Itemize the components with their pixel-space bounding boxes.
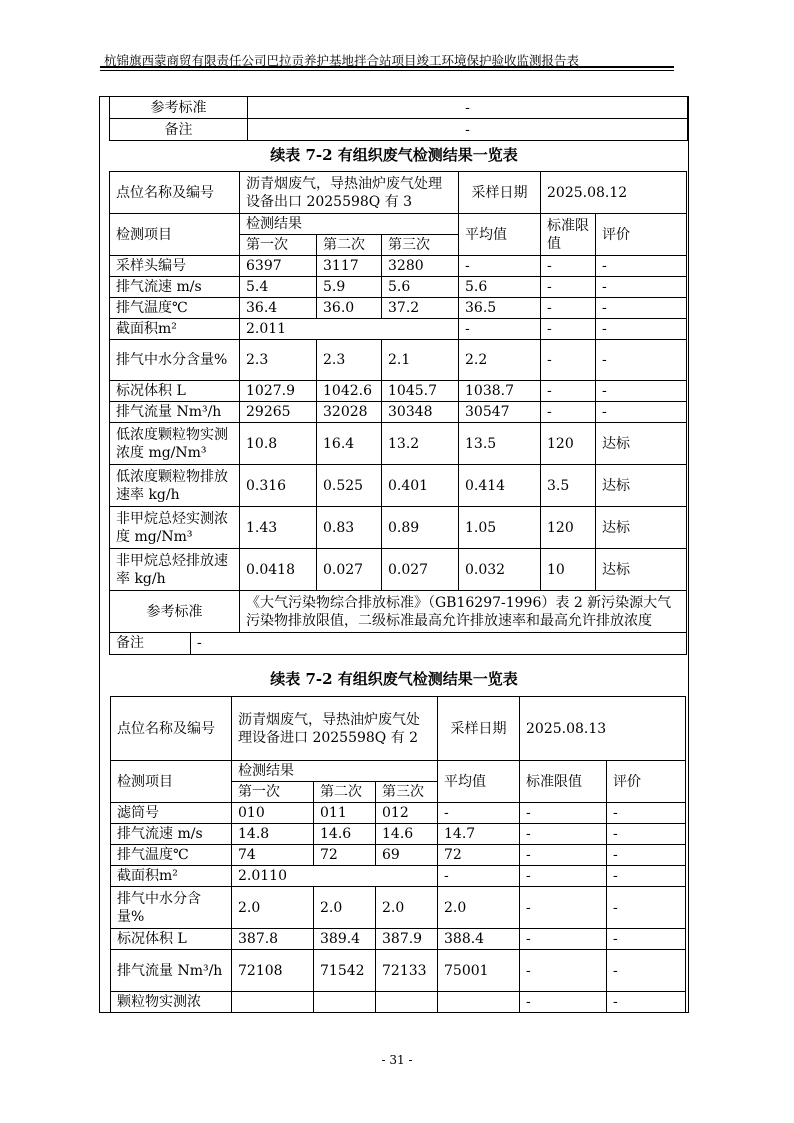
row-label: 低浓度颗粒物实测浓度 mg/Nm³ [110, 423, 240, 465]
eval-value: - [596, 319, 687, 340]
result-header: 检测结果 [232, 761, 438, 782]
avg-value: 1038.7 [459, 381, 541, 402]
run-2-value: 011 [314, 803, 376, 824]
point-value: 沥青烟废气，导热油炉废气处理设备出口 2025598Q 有 3 [240, 172, 459, 214]
avg-value: 0.414 [459, 465, 541, 507]
run-3-value: 1045.7 [382, 381, 459, 402]
limit-value: - [520, 824, 607, 845]
eval-value: - [596, 298, 687, 319]
run-1-value: 0.0418 [240, 549, 317, 591]
row-label: 颗粒物实测浓 [111, 992, 232, 1013]
run-3-value: 3280 [382, 256, 459, 277]
eval-value: - [596, 402, 687, 423]
run-1-value [232, 992, 314, 1013]
eval-value: - [596, 277, 687, 298]
run-1-value: 2.3 [240, 340, 317, 381]
run-3-value: 5.6 [382, 277, 459, 298]
date-value: 2025.08.12 [541, 172, 687, 214]
eval-value: - [607, 887, 686, 929]
run-1-value: 72108 [232, 950, 314, 992]
run-2-value: 36.0 [317, 298, 382, 319]
run-2-value: 16.4 [317, 423, 382, 465]
run-2-value: 0.027 [317, 549, 382, 591]
ref-standard-label: 参考标准 [110, 97, 248, 119]
avg-value: 2.0 [438, 887, 520, 929]
run-3-value: 30348 [382, 402, 459, 423]
item-header: 检测项目 [110, 214, 240, 256]
date-label: 采样日期 [438, 697, 520, 761]
run-3-value [376, 992, 438, 1013]
avg-value: - [459, 319, 541, 340]
table1-caption: 续表 7-2 有组织废气检测结果一览表 [270, 146, 518, 164]
table2 [110, 696, 686, 1013]
avg-value: 14.7 [438, 824, 520, 845]
row-label: 排气流速 m/s [111, 824, 232, 845]
run-1-value: 010 [232, 803, 314, 824]
ref-standard-value: - [248, 97, 688, 119]
run-1-value: 74 [232, 845, 314, 866]
run-3-value: 0.89 [382, 507, 459, 549]
avg-value: 0.032 [459, 549, 541, 591]
run-1-value: 1.43 [240, 507, 317, 549]
page-number: - 31 - [381, 1053, 413, 1067]
eval-value: - [607, 824, 686, 845]
avg-value: - [459, 256, 541, 277]
point-value: 沥青烟废气，导热油炉废气处理设备进口 2025598Q 有 2 [232, 697, 438, 761]
run-3-value: 2.1 [382, 340, 459, 381]
previous-table-fragment [109, 96, 688, 141]
run-1-value: 29265 [240, 402, 317, 423]
limit-value: - [541, 402, 596, 423]
run-3-value: 012 [376, 803, 438, 824]
run-3-header: 第三次 [382, 235, 459, 256]
limit-value: - [541, 381, 596, 402]
run-1-value: 5.4 [240, 277, 317, 298]
run-3-value: 72133 [376, 950, 438, 992]
run-2-header: 第二次 [314, 782, 376, 803]
eval-value: - [607, 950, 686, 992]
limit-value: 120 [541, 423, 596, 465]
limit-header: 标准限值 [520, 761, 607, 803]
run-1-value: 14.8 [232, 824, 314, 845]
run-2-value: 0.525 [317, 465, 382, 507]
avg-value: 5.6 [459, 277, 541, 298]
run-2-value: 71542 [314, 950, 376, 992]
run-1-value: 36.4 [240, 298, 317, 319]
ref-standard-label: 参考标准 [110, 591, 240, 633]
date-label: 采样日期 [459, 172, 541, 214]
run-1-value: 6397 [240, 256, 317, 277]
run-3-value: 0.027 [382, 549, 459, 591]
run-1-value: 1027.9 [240, 381, 317, 402]
limit-value: 120 [541, 507, 596, 549]
row-label: 采样头编号 [110, 256, 240, 277]
run-2-header: 第二次 [317, 235, 382, 256]
limit-value: 3.5 [541, 465, 596, 507]
header-rule [100, 66, 674, 68]
avg-value: 1.05 [459, 507, 541, 549]
row-label: 标况体积 L [111, 929, 232, 950]
row-label: 排气温度℃ [110, 298, 240, 319]
run-3-value: 0.401 [382, 465, 459, 507]
run-3-value: 13.2 [382, 423, 459, 465]
point-label: 点位名称及编号 [110, 172, 240, 214]
table2-caption: 续表 7-2 有组织废气检测结果一览表 [270, 670, 518, 688]
row-label: 排气流量 Nm³/h [110, 402, 240, 423]
result-header: 检测结果 [240, 214, 459, 235]
item-header: 检测项目 [111, 761, 232, 803]
avg-value: 13.5 [459, 423, 541, 465]
report-header-title: 杭锦旗西蒙商贸有限责任公司巴拉贡养护基地拌合站项目竣工环境保护验收监测报告表 [104, 53, 580, 68]
avg-value: 30547 [459, 402, 541, 423]
row-label: 低浓度颗粒物排放速率 kg/h [110, 465, 240, 507]
avg-value: 72 [438, 845, 520, 866]
point-label: 点位名称及编号 [111, 697, 232, 761]
limit-value: - [541, 319, 596, 340]
merged-value: 2.0110 [232, 866, 438, 887]
eval-value: 达标 [596, 549, 687, 591]
note-label: 备注 [110, 633, 191, 654]
run-2-value: 72 [314, 845, 376, 866]
run-1-value: 0.316 [240, 465, 317, 507]
run-3-value: 69 [376, 845, 438, 866]
run-1-value: 387.8 [232, 929, 314, 950]
avg-value: 2.2 [459, 340, 541, 381]
eval-value: - [607, 866, 686, 887]
limit-value: - [520, 866, 607, 887]
eval-value: - [596, 256, 687, 277]
avg-value: 36.5 [459, 298, 541, 319]
limit-value: - [541, 256, 596, 277]
merged-value: 2.011 [240, 319, 459, 340]
run-1-value: 10.8 [240, 423, 317, 465]
avg-value: 388.4 [438, 929, 520, 950]
limit-value: - [520, 887, 607, 929]
eval-value: 达标 [596, 423, 687, 465]
row-label: 排气流量 Nm³/h [111, 950, 232, 992]
run-2-value: 5.9 [317, 277, 382, 298]
run-2-value [314, 992, 376, 1013]
limit-value: - [541, 298, 596, 319]
note-value: - [248, 119, 688, 141]
eval-value: - [607, 845, 686, 866]
note-value: - [197, 635, 202, 651]
eval-value: 达标 [596, 465, 687, 507]
avg-header: 平均值 [459, 214, 541, 256]
run-3-value: 14.6 [376, 824, 438, 845]
row-label: 排气温度℃ [111, 845, 232, 866]
row-label: 标况体积 L [110, 381, 240, 402]
run-2-value: 3117 [317, 256, 382, 277]
ref-standard-value: 《大气污染物综合排放标准》（GB16297-1996）表 2 新污染源大气污染物排放限值，二级标准最高允许排放速率和最高允许排放浓度 [240, 591, 687, 633]
run-1-header: 第一次 [232, 782, 314, 803]
row-label: 截面积m² [110, 319, 240, 340]
run-1-header: 第一次 [240, 235, 317, 256]
limit-value: - [520, 950, 607, 992]
eval-value: 达标 [596, 507, 687, 549]
limit-value: - [520, 803, 607, 824]
run-2-value: 389.4 [314, 929, 376, 950]
date-value: 2025.08.13 [520, 697, 686, 761]
limit-value: - [520, 992, 607, 1013]
run-3-header: 第三次 [376, 782, 438, 803]
eval-value: - [596, 381, 687, 402]
row-label: 截面积m² [111, 866, 232, 887]
row-label: 非甲烷总烃排放速率 kg/h [110, 549, 240, 591]
row-label: 排气流速 m/s [110, 277, 240, 298]
limit-value: - [541, 277, 596, 298]
run-2-value: 2.0 [314, 887, 376, 929]
eval-header: 评价 [596, 214, 687, 256]
avg-value: 75001 [438, 950, 520, 992]
run-3-value: 2.0 [376, 887, 438, 929]
eval-value: - [607, 929, 686, 950]
row-label: 滤筒号 [111, 803, 232, 824]
run-2-value: 0.83 [317, 507, 382, 549]
limit-header: 标准限值 [541, 214, 596, 256]
table1 [109, 171, 687, 655]
limit-value: - [520, 845, 607, 866]
avg-value: - [438, 803, 520, 824]
row-label: 非甲烷总烃实测浓度 mg/Nm³ [110, 507, 240, 549]
limit-value: 10 [541, 549, 596, 591]
header-rule-thin [100, 70, 674, 71]
run-2-value: 1042.6 [317, 381, 382, 402]
avg-header: 平均值 [438, 761, 520, 803]
row-label: 排气中水分含量% [111, 887, 232, 929]
eval-header: 评价 [607, 761, 686, 803]
limit-value: - [541, 340, 596, 381]
run-2-value: 32028 [317, 402, 382, 423]
note-row [110, 633, 687, 655]
run-3-value: 387.9 [376, 929, 438, 950]
avg-value: - [438, 866, 520, 887]
eval-value: - [596, 340, 687, 381]
row-label: 排气中水分含量% [110, 340, 240, 381]
avg-value [438, 992, 520, 1013]
run-2-value: 2.3 [317, 340, 382, 381]
run-1-value: 2.0 [232, 887, 314, 929]
limit-value: - [520, 929, 607, 950]
note-label: 备注 [110, 119, 248, 141]
run-2-value: 14.6 [314, 824, 376, 845]
eval-value: - [607, 803, 686, 824]
eval-value: - [607, 992, 686, 1013]
run-3-value: 37.2 [382, 298, 459, 319]
